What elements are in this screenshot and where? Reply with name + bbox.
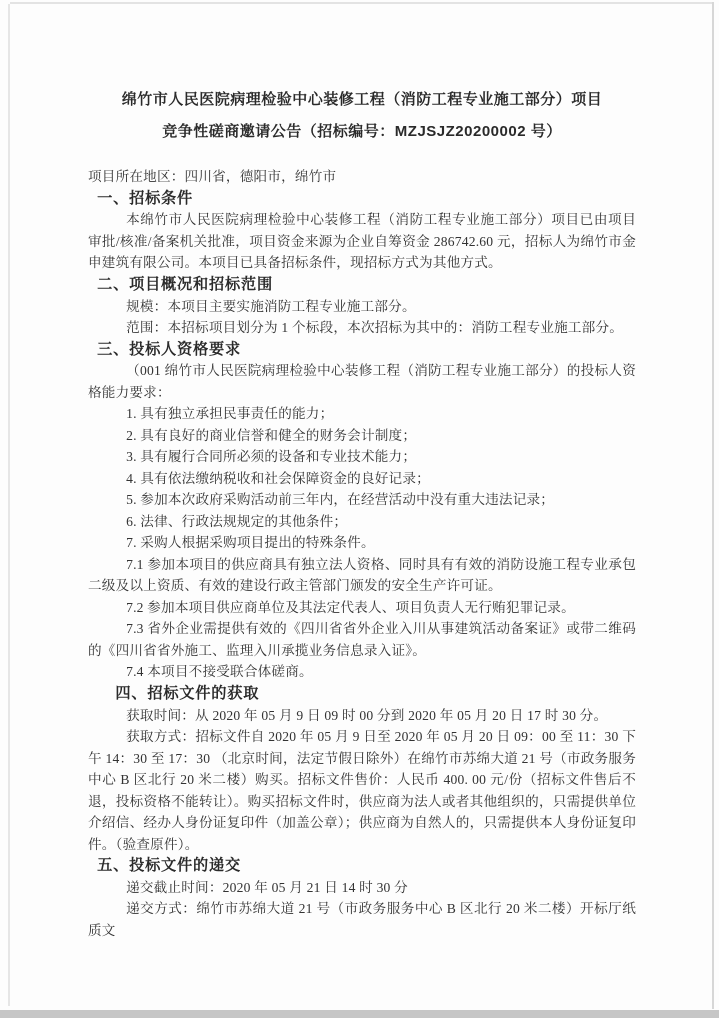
scan-edge-right bbox=[712, 2, 714, 1009]
qualification-item-2: 2. 具有良好的商业信誉和健全的财务会计制度； bbox=[126, 427, 417, 443]
qualification-item-7-4: 7.4 本项目不接受联合体磋商。 bbox=[126, 664, 313, 680]
section-heading-bid-conditions: 一、招标条件 bbox=[97, 189, 194, 207]
section-document-acquisition bbox=[88, 683, 636, 855]
qualification-item-3: 3. 具有履行合同所必须的设备和专业技术能力； bbox=[126, 449, 417, 465]
section-bidder-qualifications bbox=[88, 339, 636, 683]
scan-edge-bottom bbox=[0, 1010, 719, 1018]
qualification-item-6: 6. 法律、行政法规规定的其他条件； bbox=[126, 513, 348, 529]
scan-edge-top bbox=[10, 2, 713, 4]
qualification-item-7-2: 7.2 参加本项目供应商单位及其法定代表人、项目负责人无行贿犯罪记录。 bbox=[126, 599, 575, 615]
section-heading-project-overview: 二、项目概况和招标范围 bbox=[97, 275, 273, 293]
section-bid-submission bbox=[88, 855, 636, 941]
document-title-line-1: 绵竹市人民医院病理检验中心装修工程（消防工程专业施工部分）项目 bbox=[121, 91, 603, 108]
acquisition-method-paragraph: 获取方式：招标文件自 2020 年 05 月 9 日至 2020 年 05 月 20 日 09：00 至 11：30 下午 14：30 至 17：30 （北京时间，法定节假日除外）在绵竹市苏绵大道 21 号（市政务服务中心 B 区北行 20 米二楼）购买。招标文件售价：人民币 400. 00 元/份（招标文件售后不退，投标资格不能转让）。购买招标文件时，供应商为法人或者其他组织的，只需提供单位介绍信、经办人身份证复印件（加盖公章）；供应商为自然人的，只需提供本人身份证复印件。（验查原件）。 bbox=[88, 729, 636, 852]
submission-deadline-paragraph: 递交截止时间：2020 年 05 月 21 日 14 时 30 分 bbox=[126, 879, 408, 895]
acquisition-time-paragraph: 获取时间：从 2020 年 05 月 9 日 09 时 00 分到 2020 年 05 月 20 日 17 时 30 分。 bbox=[126, 707, 608, 723]
qualification-item-7-1: 7.1 参加本项目的供应商具有独立法人资格、同时具有有效的消防设施工程专业承包二级及以上资质、有效的建设行政主管部门颁发的安全生产许可证。 bbox=[88, 556, 636, 594]
qualification-item-7-3: 7.3 省外企业需提供有效的《四川省省外企业入川从事建筑活动备案证》或带二维码的《四川省省外施工、监理入川承揽业务信息录入证》。 bbox=[88, 621, 636, 658]
qualification-item-5: 5. 参加本次政府采购活动前三年内，在经营活动中没有重大违法记录； bbox=[126, 492, 555, 508]
project-location-line: 项目所在地区：四川省，德阳市，绵竹市 bbox=[88, 169, 337, 184]
submission-method-paragraph: 递交方式：绵竹市苏绵大道 21 号（市政务服务中心 B 区北行 20 米二楼）开标厅纸质文 bbox=[88, 901, 636, 938]
bid-conditions-paragraph: 本绵竹市人民医院病理检验中心装修工程（消防工程专业施工部分）项目已由项目审批/核准/备案机关批准，项目资金来源为企业自筹资金 286742.60 元，招标人为绵竹市金申建筑有限公司。本项目已具备招标条件，现招标方式为其他方式。 bbox=[88, 212, 636, 271]
section-project-overview bbox=[88, 274, 636, 339]
scan-edge-left bbox=[8, 4, 10, 1006]
section-heading-bidder-qualifications: 三、投标人资格要求 bbox=[97, 340, 241, 358]
qualification-intro-paragraph: （001 绵竹市人民医院病理检验中心装修工程（消防工程专业施工部分）的投标人资格能力要求： bbox=[88, 363, 636, 400]
project-scope-paragraph: 范围：本招标项目划分为 1 个标段，本次招标为其中的：消防工程专业施工部分。 bbox=[126, 320, 624, 336]
qualification-item-7: 7. 采购人根据采购项目提出的特殊条件。 bbox=[126, 535, 375, 551]
section-bid-conditions bbox=[88, 188, 636, 274]
section-heading-document-acquisition: 四、招标文件的获取 bbox=[115, 684, 260, 702]
document-content bbox=[88, 84, 636, 941]
project-scale-paragraph: 规模：本项目主要实施消防工程专业施工部分。 bbox=[126, 298, 416, 314]
section-heading-bid-submission: 五、投标文件的递交 bbox=[97, 857, 241, 875]
qualification-item-1: 1. 具有独立承担民事责任的能力； bbox=[126, 406, 334, 422]
document-title-line-2: 竞争性磋商邀请公告（招标编号：MZJSJZ20200002 号） bbox=[162, 123, 562, 140]
qualification-item-4: 4. 具有依法缴纳税收和社会保障资金的良好记录； bbox=[126, 470, 430, 486]
